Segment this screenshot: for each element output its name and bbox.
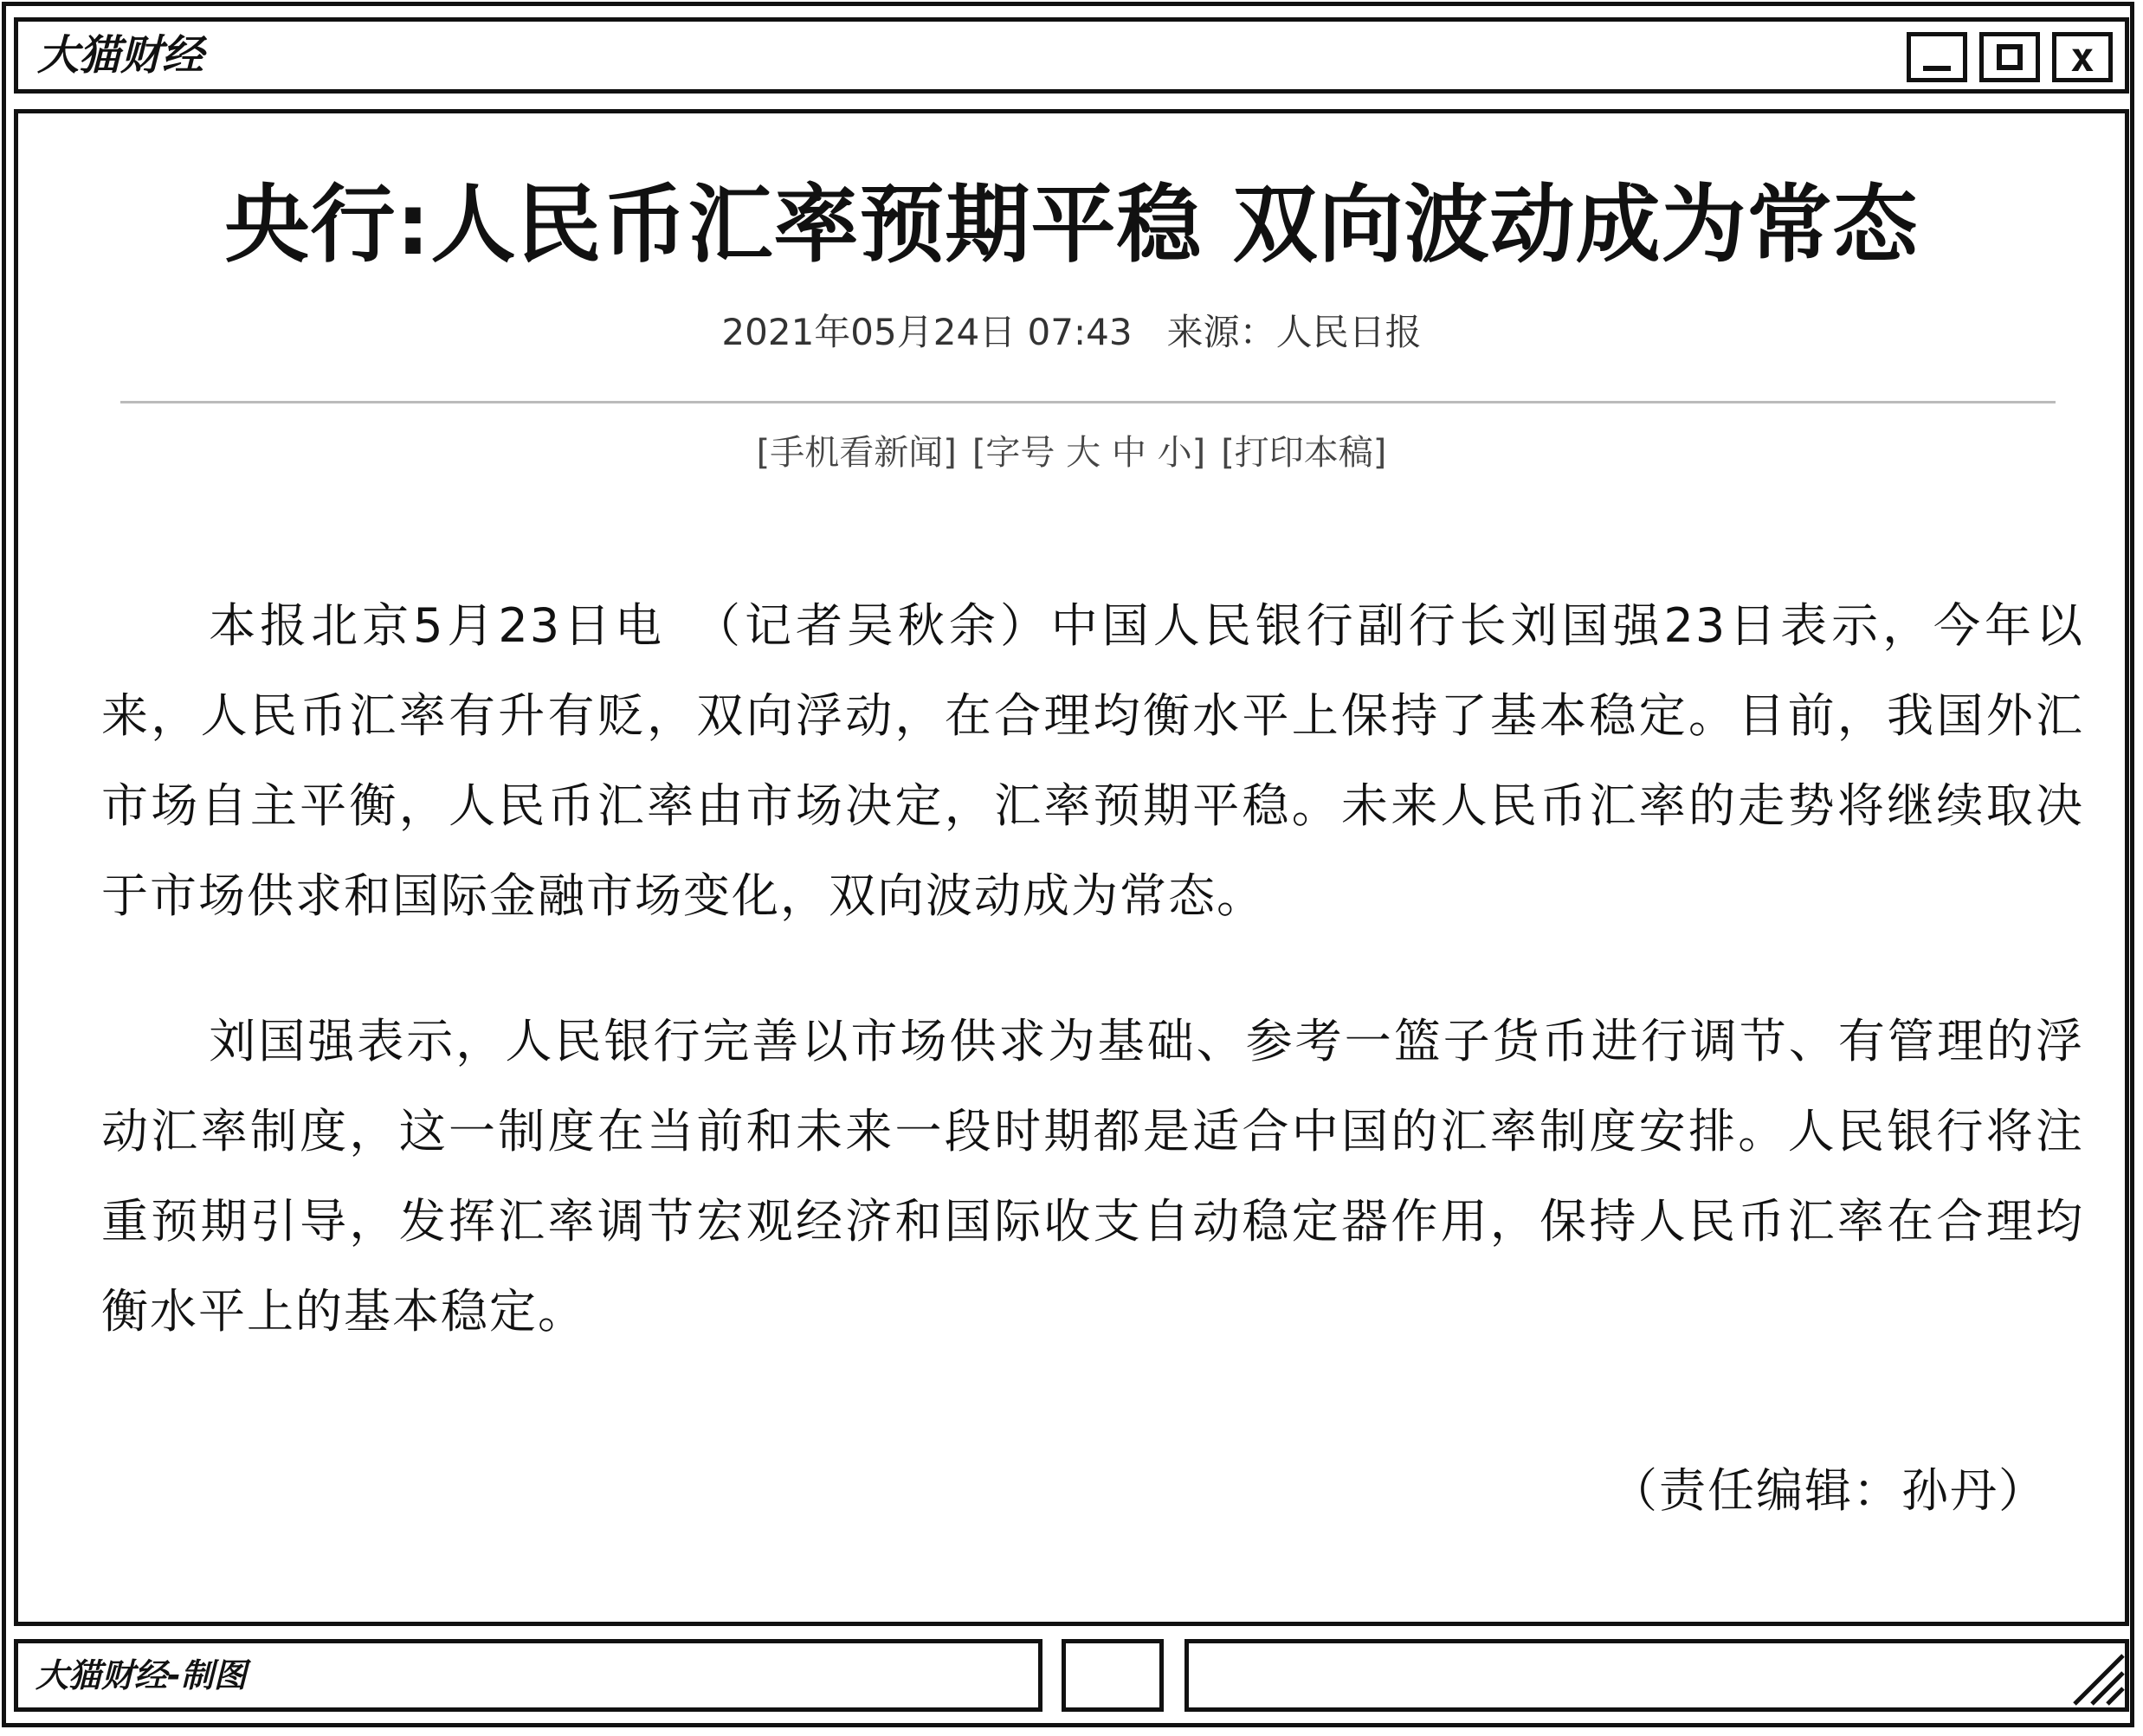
minimize-icon — [1923, 66, 1951, 71]
article-meta — [18, 309, 2125, 356]
close-icon: x — [2070, 34, 2095, 81]
mobile-news-link[interactable]: [手机看新闻] — [756, 433, 957, 473]
article-tools — [18, 430, 2125, 475]
status-bar-left — [14, 1639, 1042, 1712]
article-paragraph: 本报北京5月23日电 （记者吴秋余）中国人民银行副行长刘国强23日表示，今年以来，人民币汇率有升有贬，双向浮动，在合理均衡水平上保持了基本稳定。目前，我国外汇市场自主平衡，人民币汇率由市场决定，汇率预期平稳。未来人民币汇率的走势将继续取决于市场供求和国际金融市场变化，双向波动成为常态。 — [101, 598, 2084, 923]
article-editor: （责任编辑：孙丹） — [1610, 1463, 2047, 1518]
maximize-button[interactable] — [1979, 32, 2040, 82]
status-bar-right — [1184, 1639, 2129, 1712]
article-headline: 央行:人民币汇率预期平稳 双向波动成为常态 — [224, 176, 1919, 274]
status-bar-middle — [1062, 1639, 1164, 1712]
resize-grip-icon[interactable] — [2064, 1643, 2125, 1707]
font-large-link[interactable]: 大 — [1066, 433, 1101, 473]
credit-label: 大猫财经-制图 — [36, 1656, 247, 1694]
article-datetime: 2021年05月24日 07:43 — [721, 311, 1133, 353]
content-pane[interactable] — [14, 109, 2129, 1626]
maximize-icon — [1997, 44, 2023, 70]
article-paragraph: 刘国强表示，人民银行完善以市场供求为基础、参考一篮子货币进行调节、有管理的浮动汇率制度，这一制度在当前和未来一段时期都是适合中国的汇率制度安排。人民银行将注重预期引导，发挥汇率调节宏观经济和国际收支自动稳定器作用，保持人民币汇率在合理均衡水平上的基本稳定。 — [101, 1014, 2084, 1339]
font-medium-link[interactable]: 中 — [1111, 433, 1146, 473]
font-small-link[interactable]: 小] — [1157, 433, 1206, 473]
title-bar[interactable] — [14, 17, 2129, 94]
close-button[interactable] — [2052, 32, 2113, 82]
minimize-button[interactable] — [1907, 32, 1967, 82]
print-link[interactable]: [打印本稿] — [1221, 433, 1387, 473]
article-body — [101, 581, 2084, 1412]
article-source: 来源：人民日报 — [1166, 311, 1422, 353]
divider — [120, 401, 2056, 403]
window-title: 大猫财经 — [37, 31, 204, 80]
font-size-label: [字号 — [971, 433, 1055, 473]
